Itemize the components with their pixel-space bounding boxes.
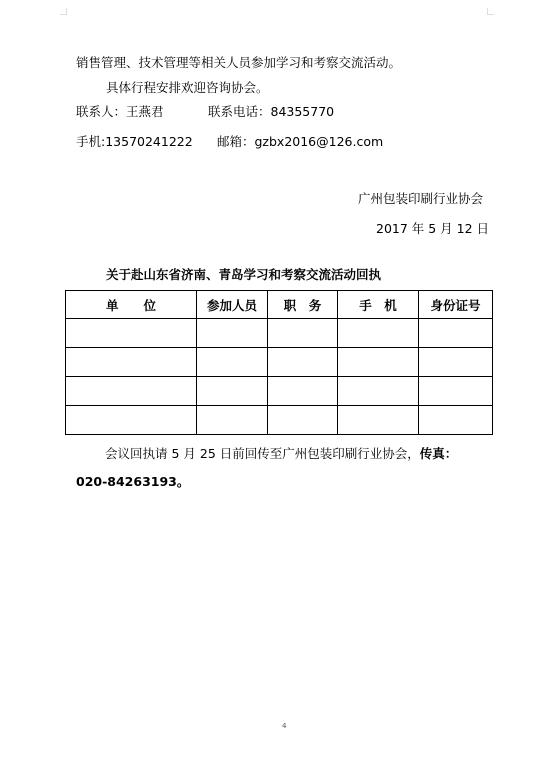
table-row	[66, 377, 493, 406]
table-cell[interactable]	[268, 319, 338, 348]
page-corner-top-right	[487, 8, 494, 15]
table-cell[interactable]	[197, 348, 268, 377]
form-title: 关于赴山东省济南、青岛学习和考察交流活动回执	[106, 267, 382, 282]
email-address: 邮箱：gzbx2016@126.com	[217, 134, 384, 149]
signature-date: 2017 年 5 月 12 日	[376, 221, 490, 236]
paragraph-line-1: 销售管理、技术管理等相关人员参加学习和考察交流活动。	[76, 55, 402, 70]
table-row	[66, 319, 493, 348]
table-cell[interactable]	[338, 406, 419, 435]
fax-label: 传真：	[419, 446, 458, 461]
table-cell[interactable]	[338, 319, 419, 348]
column-header-id-number: 身份证号	[419, 291, 493, 319]
table-cell[interactable]	[338, 377, 419, 406]
table-row	[66, 348, 493, 377]
column-header-unit: 单 位	[66, 291, 197, 319]
table-cell[interactable]	[419, 406, 493, 435]
page-number: 4	[282, 722, 287, 730]
signature-organization: 广州包装印刷行业协会	[358, 191, 484, 206]
table-cell[interactable]	[419, 377, 493, 406]
contact-phone: 联系电话：84355770	[208, 104, 335, 119]
page-corner-top-left	[60, 8, 67, 15]
column-header-position: 职 务	[268, 291, 338, 319]
footer-note-text: 会议回执请 5 月 25 日前回传至广州包装印刷行业协会，	[105, 446, 420, 461]
table-cell[interactable]	[66, 406, 197, 435]
table-row	[66, 406, 493, 435]
table-cell[interactable]	[66, 348, 197, 377]
mobile-number: 手机:13570241222	[76, 134, 193, 149]
table-cell[interactable]	[197, 319, 268, 348]
table-cell[interactable]	[268, 377, 338, 406]
table-cell[interactable]	[268, 348, 338, 377]
table-cell[interactable]	[268, 406, 338, 435]
table-header-row	[66, 291, 493, 319]
table-cell[interactable]	[66, 377, 197, 406]
table-cell[interactable]	[338, 348, 419, 377]
table-cell[interactable]	[197, 406, 268, 435]
reply-form-table	[65, 290, 493, 435]
table-cell[interactable]	[66, 319, 197, 348]
table-cell[interactable]	[419, 319, 493, 348]
fax-number: 020-84263193。	[76, 474, 190, 489]
contact-person: 联系人：王燕君	[76, 104, 164, 119]
column-header-attendees: 参加人员	[197, 291, 268, 319]
footer-note	[105, 446, 457, 462]
table-cell[interactable]	[197, 377, 268, 406]
table-cell[interactable]	[419, 348, 493, 377]
paragraph-line-2: 具体行程安排欢迎咨询协会。	[106, 80, 269, 95]
column-header-mobile: 手 机	[338, 291, 419, 319]
